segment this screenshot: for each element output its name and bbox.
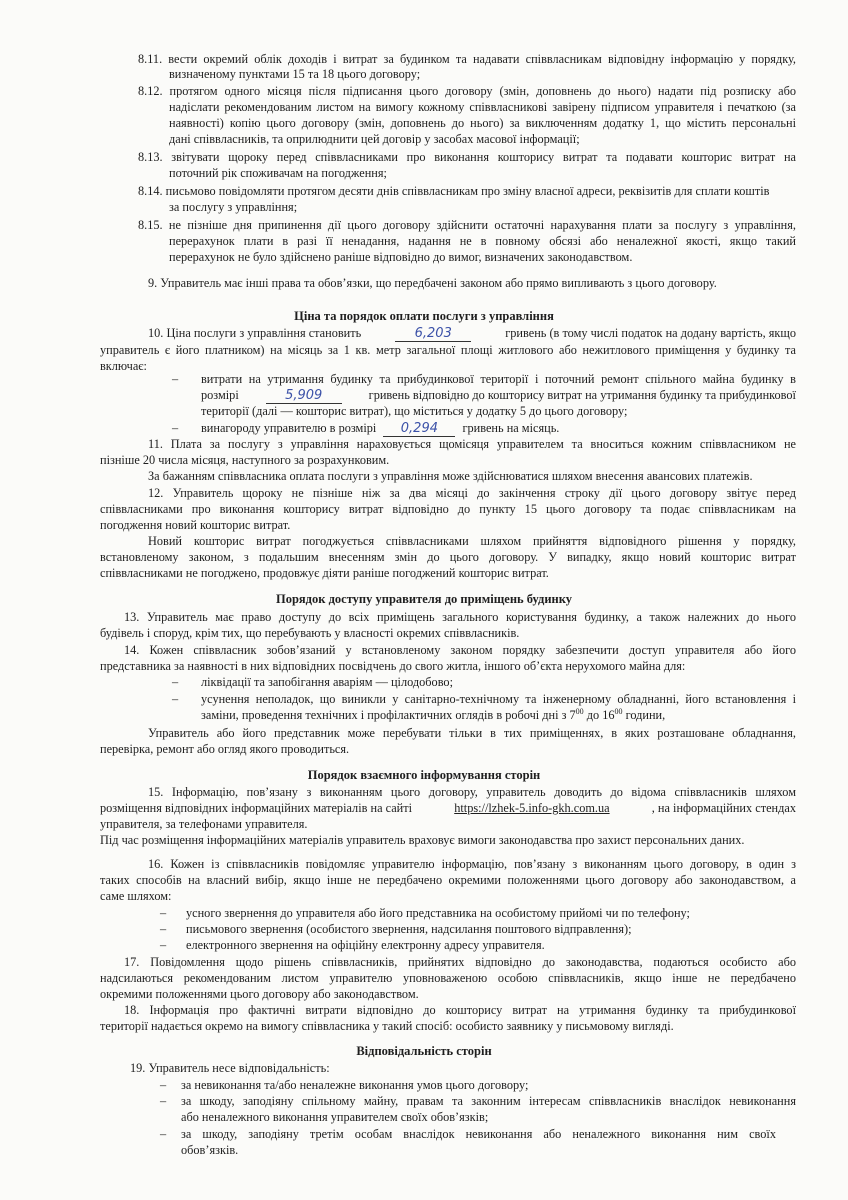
item-15-line-3: управителя, за телефонами управителя.	[100, 817, 308, 831]
bullet-emergency: ліквідації та запобігання аваріям — цілодобово;	[201, 675, 453, 689]
bullet-fee-text-b: гривень на місяць.	[462, 421, 560, 435]
end-minutes: 00	[614, 706, 623, 716]
item-12b-line-1: Новий кошторис витрат погоджується співвласниками шляхом прийняття відповідного рішення у порядку,	[148, 534, 796, 548]
item-11-line-2: пізніше 20 числа місяця, наступного за розрахунковим.	[100, 453, 390, 467]
item-15-line-4: Під час розміщення інформаційних матеріалів управитель враховує вимоги законодавства про захист персональних даних.	[100, 833, 745, 847]
bullet-damage-property-line-1: за шкоду, заподіяну спільному майну, правам та законним інтересам співвласників внаслідок невиконання	[181, 1094, 796, 1108]
item-11-line-3: За бажанням співвласника оплата послуги з управління може здійснюватися шляхом внесення авансових платежів.	[148, 469, 753, 483]
bullet-dash: –	[172, 421, 179, 435]
heading-price: Ціна та порядок оплати послуги з управління	[294, 309, 554, 323]
item-10-line-2: управитель є його платником) на місяць за 1 кв. метр загальної площі житлового або нежитлового приміщення у будинку та	[100, 343, 796, 357]
bullet-maintenance-line-2	[201, 388, 796, 404]
item-14b-line-1: Управитель або його представник може перебувати тільки в тих приміщеннях, в яких розташоване обладнання,	[148, 726, 796, 740]
item-16-line-2: таких способів на власний вибір, якщо інше не передбачено окремими положеннями цього договору або законодавством, а	[100, 873, 796, 887]
item-15-line-1: 15. Інформацію, пов’язану з виконанням цього договору, управитель доводить до відома співвласників шляхом	[148, 785, 796, 799]
bullet-maintenance-line-1: витрати на утримання будинку та прибудинкової території і поточний ремонт спільного майна будинку в	[201, 372, 796, 386]
bullet-dash: –	[160, 1078, 167, 1092]
item-12-line-3: погодження новий кошторис витрат.	[100, 518, 291, 532]
bullet-fee	[201, 421, 559, 437]
maintenance-value-field: 5,909	[266, 388, 342, 404]
item-10-text-b: гривень (в тому числі податок на додану вартість, якщо	[505, 326, 796, 340]
bullet-repair-line-1: усунення неполадок, що виникли у санітарно-технічному та інженерному обладнанні, його встановлення і	[201, 692, 796, 706]
bullet-nonperformance: за невиконання та/або неналежне виконання умов цього договору;	[181, 1078, 529, 1092]
item-10-line-1	[148, 326, 796, 342]
bullet-written: письмового звернення (особистого звернення, надсилання поштового відправлення);	[186, 922, 632, 936]
item-8-11-line-1: 8.11. вести окремий облік доходів і витрат за будинком та надавати співвласникам відповідну інформацію у порядку,	[138, 52, 796, 66]
bullet-maintenance-text-a: розмірі	[201, 388, 239, 402]
item-14-line-2: представника за наявності в них відповідних посвідчень до свого житла, іншого об’єкта нерухомого майна для:	[100, 659, 686, 673]
item-17-line-2: надсилаються рекомендованим листом управителю уповноваженою особою співвласників, якщо інше не передбачено	[100, 971, 796, 985]
item-12b-line-3: співвласниками не погоджено, продовжує діяти раніше погоджений кошторис витрат.	[100, 566, 549, 580]
item-18-line-2: території надається окремо на вимогу співвласника у такий спосіб: особисто заявнику у письмовому вигляді.	[100, 1019, 674, 1033]
bullet-damage-property-line-2: або неналежного виконання управителем своїх обов’язків;	[181, 1110, 489, 1124]
item-14-line-1: 14. Кожен співвласник зобов’язаний у встановленому законом порядку забезпечити доступ управителя або його	[124, 643, 796, 657]
bullet-damage-third-line-2: обов’язків.	[181, 1143, 239, 1157]
item-10-text-a: 10. Ціна послуги з управління становить	[148, 326, 362, 340]
bullet-dash: –	[172, 372, 179, 386]
bullet-dash: –	[160, 906, 167, 920]
bullet-fee-text-a: винагороду управителю в розмірі	[201, 421, 377, 435]
item-8-15-line-3: перерахунок не було здійснено раніше відповідно до вимог, визначених законодавством.	[169, 250, 633, 264]
item-16-line-3: саме шляхом:	[100, 889, 172, 903]
start-minutes: 00	[575, 706, 584, 716]
item-8-14-line-1: 8.14. письмово повідомляти протягом десяти днів співвласникам про зміну власної адреси, реквізитів для сплати коштів	[138, 184, 770, 198]
repair-hours-end: години,	[622, 708, 666, 722]
item-19: 19. Управитель несе відповідальність:	[130, 1061, 330, 1075]
repair-hours-text: заміни, проведення технічних і профілактичних оглядів в робочі дні з 7	[201, 708, 576, 722]
repair-hours-to: до 16	[583, 708, 615, 722]
item-12-line-1: 12. Управитель щороку не пізніше ніж за два місяці до закінчення строку дії цього договору звітує перед	[148, 486, 796, 500]
item-15-text-b: , на інформаційних стендах	[651, 801, 796, 815]
item-9: 9. Управитель має інші права та обов’язки, що передбачені законом або прямо випливають з цього договору.	[148, 276, 717, 290]
bullet-maintenance-text-b: гривень відповідно до кошторису витрат на утримання будинку та прибудинкової	[368, 388, 796, 402]
item-13-line-2: будівель і споруд, крім тих, що перебувають у власності окремих співвласників.	[100, 626, 520, 640]
item-8-15-line-2: перерахунок плати в разі її ненадання, надання не в повному обсязі або неналежної якості, якщо такий	[169, 234, 796, 248]
item-17-line-3: окремими положеннями цього договору або законодавством.	[100, 987, 419, 1001]
bullet-oral: усного звернення до управителя або його представника на особистому прийомі чи по телефону;	[186, 906, 690, 920]
item-8-11-line-2: визначеному пунктами 15 та 18 цього договору;	[169, 67, 421, 81]
heading-info: Порядок взаємного інформування сторін	[307, 768, 541, 782]
bullet-dash: –	[172, 675, 179, 689]
bullet-dash: –	[160, 1094, 167, 1108]
bullet-dash: –	[172, 692, 179, 706]
bullet-dash: –	[160, 922, 167, 936]
heading-access: Порядок доступу управителя до приміщень будинку	[275, 592, 573, 606]
item-15-text-a: розміщення відповідних інформаційних матеріалів на сайті	[100, 801, 413, 815]
item-8-12-line-1: 8.12. протягом одного місяця після підписання цього договору (змін, доповнень до нього) надати під розписку або	[138, 84, 796, 98]
item-10-line-3: включає:	[100, 359, 147, 373]
bullet-dash: –	[160, 1127, 167, 1141]
item-18-line-1: 18. Інформація про фактичні витрати відповідно до кошторису витрат на утримання будинку та прибудинкової	[124, 1003, 796, 1017]
website-link[interactable]: https://lzhek-5.info-gkh.com.ua	[454, 801, 610, 815]
bullet-maintenance-line-3: території (далі — кошторис витрат), що міститься у додатку 5 до цього договору;	[201, 404, 628, 418]
item-8-12-line-3: наявності) копію цього договору (змін, доповнень до нього) за виключенням додатку 1, що містить персональні	[169, 116, 796, 130]
heading-responsibility: Відповідальність сторін	[356, 1044, 492, 1058]
bullet-electronic: електронного звернення на офіційну електронну адресу управителя.	[186, 938, 545, 952]
fee-value-field: 0,294	[383, 421, 455, 437]
item-8-15-line-1: 8.15. не пізніше дня припинення дії цього договору здійснити остаточні нарахування плати за послугу з управління,	[138, 218, 796, 232]
item-16-line-1: 16. Кожен із співвласників повідомляє управителю інформацію, пов’язану з виконанням цього договору, в один з	[148, 857, 796, 871]
item-13-line-1: 13. Управитель має право доступу до всіх приміщень загального користування будинку, а також належних до нього	[124, 610, 796, 624]
item-8-12-line-2: надіслати рекомендованим листом на вимогу кожному співвласникові завірену підписом управителя і печаткою (за	[169, 100, 796, 114]
bullet-repair-line-2	[201, 708, 665, 723]
item-15-line-2	[100, 801, 796, 816]
item-8-13-line-1: 8.13. звітувати щороку перед співвласниками про виконання кошторису витрат та подавати кошторис витрат на	[138, 150, 796, 164]
bullet-damage-third-line-1: за шкоду, заподіяну третім особам внаслідок невиконання або неналежного виконання ним своїх	[181, 1127, 776, 1141]
item-8-12-line-4: дані співвласників, та оприлюднити цей договір у засобах масової інформації;	[169, 132, 580, 146]
item-8-14-line-2: за послугу з управління;	[169, 200, 298, 214]
item-12b-line-2: встановленому законом, з подальшим внесенням змін до цього договору. У випадку, якщо новий кошторис витрат	[100, 550, 796, 564]
item-12-line-2: співвласниками про виконання кошторису витрат відповідно до пункту 15 цього договору та подає співвласникам на	[100, 502, 796, 516]
price-value-field: 6,203	[395, 326, 471, 342]
item-17-line-1: 17. Повідомлення щодо рішень співвласників, прийнятих відповідно до законодавства, подаються особисто або	[124, 955, 796, 969]
bullet-dash: –	[160, 938, 167, 952]
item-11-line-1: 11. Плата за послугу з управління нараховується щомісяця управителем та вноситься кожним співвласником не	[148, 437, 796, 451]
item-8-13-line-2: поточний рік споживачам на погодження;	[169, 166, 387, 180]
item-14b-line-2: перевірка, ремонт або огляд якого проводиться.	[100, 742, 350, 756]
